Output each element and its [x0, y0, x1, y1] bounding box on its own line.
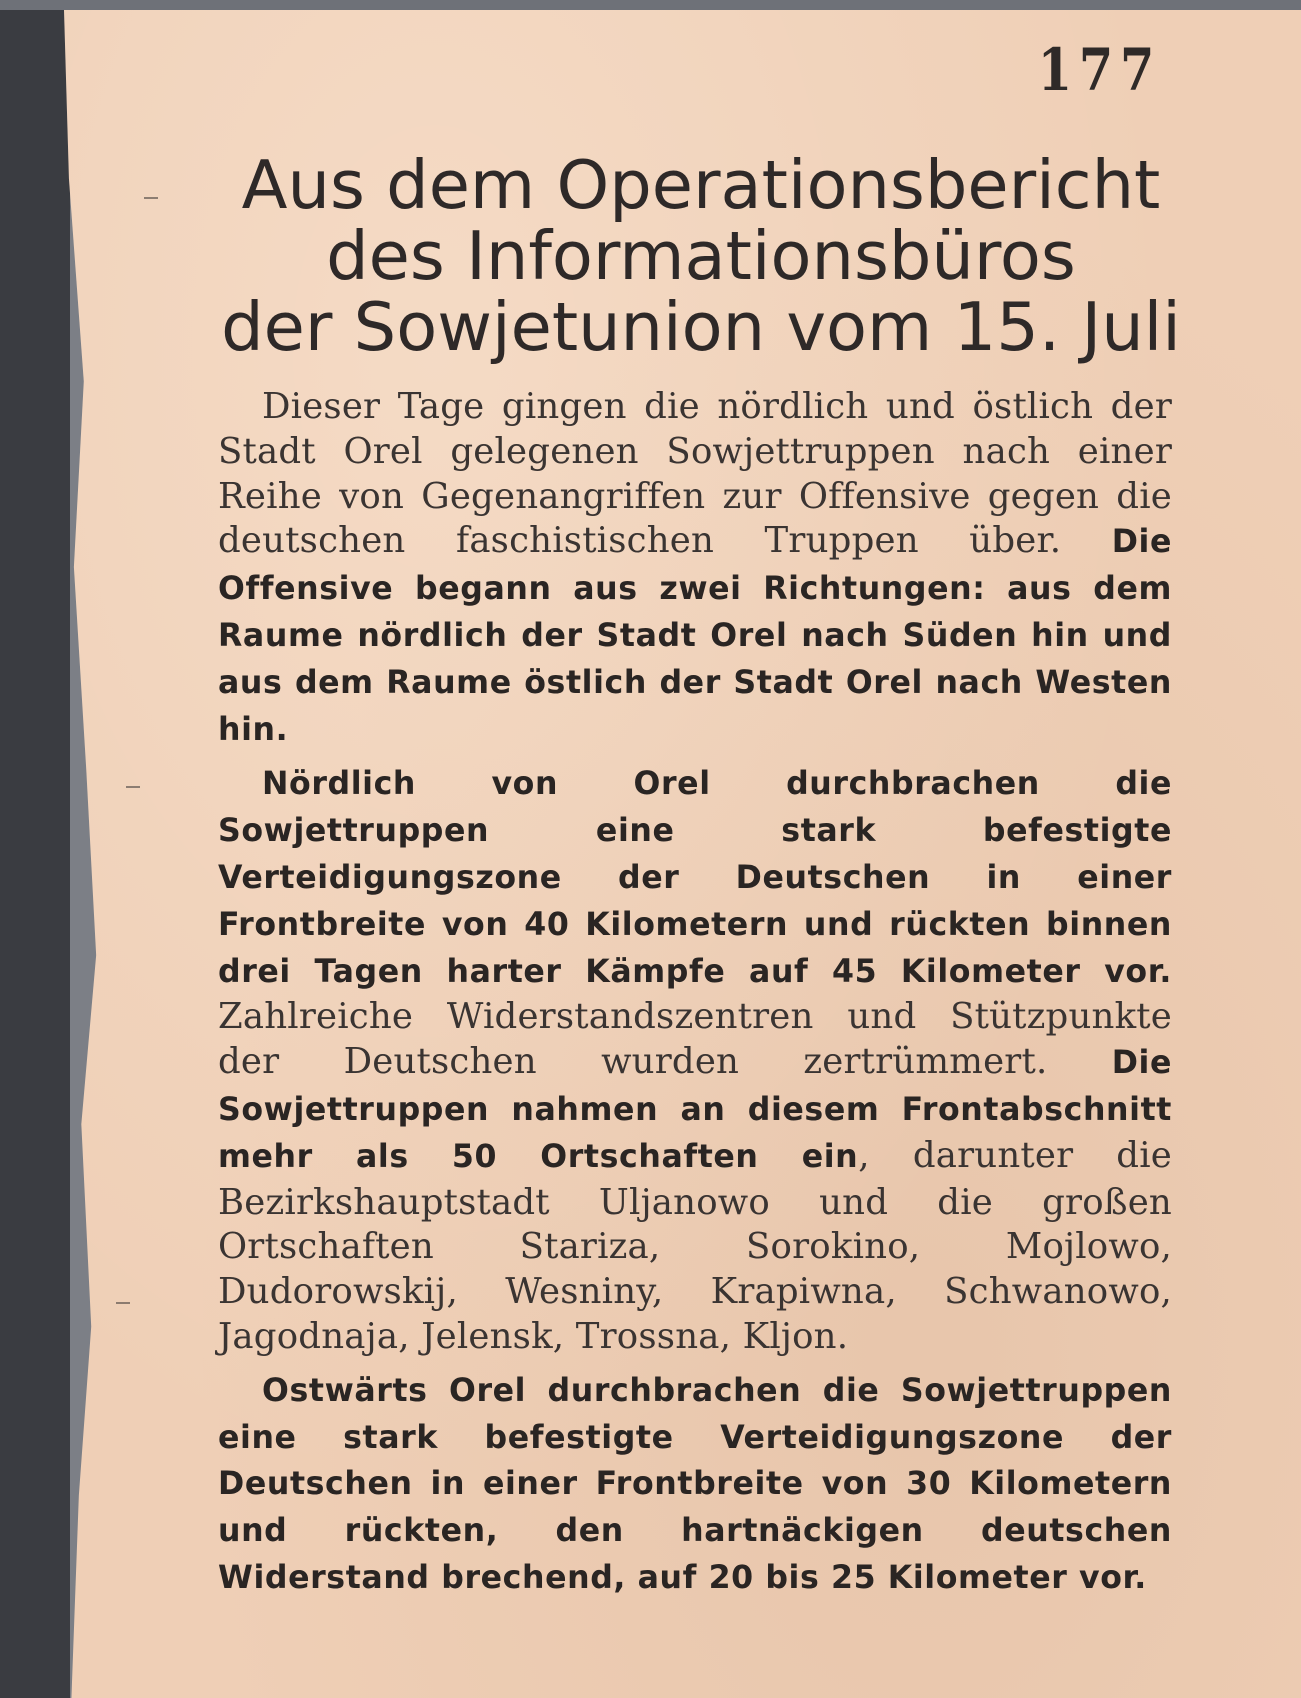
text-run: Ostwärts Orel durchbrachen die Sowjettruppen eine stark befestigte Verteidigungszone der Deutschen in einer Frontbreite von 30 Kilometern und rückten, den hartnäckigen deutschen Widerstand brechend, auf 20 bis 25 Kilometer vor. [218, 1372, 1172, 1596]
article-body [218, 384, 1172, 1609]
backdrop-left [0, 0, 70, 1698]
text-run: Nördlich von Orel durchbrachen die Sowjettruppen eine stark befestigte Verteidigungszone der Deutschen in einer Frontbreite von 40 Kilometern und rückten binnen drei Tagen harter Kämpfe auf 45 Kilometer vor. [218, 766, 1172, 990]
backdrop-top [0, 0, 1301, 10]
paragraph-3 [218, 1367, 1172, 1601]
text-run: Zahlreiche Widerstandszentren und Stützpunkte der Deutschen wurden zertrümmert. [218, 996, 1172, 1083]
title-line: der Sowjetunion vom 15. Juli [221, 288, 1181, 366]
text-run: Die Offensive begann aus zwei Richtungen: aus dem Raume nördlich der Stadt Orel nach Süden hin und aus dem Raume östlich der Stadt Orel nach Westen hin. [218, 524, 1172, 748]
text-run: , darunter die Bezirkshauptstadt Uljanowo und die großen Ortschaften Stariza, Sorokino, Mojlowo, Dudorowskij, Wesniny, Krapiwna, Schwanowo, Jagodnaja, Jelensk, Trossna, Kljon. [218, 1134, 1172, 1357]
paper-mark [144, 197, 158, 199]
paper-mark [116, 1302, 130, 1304]
paragraph-2 [218, 760, 1172, 1358]
page-number: 177 [1037, 36, 1161, 104]
paper-mark [126, 786, 140, 788]
paragraph-1 [218, 384, 1172, 752]
text-run: Die Sowjettruppen nahmen an diesem Frontabschnitt mehr als 50 Ortschaften ein [218, 1045, 1172, 1175]
title-line: des Informationsbüros [326, 217, 1076, 295]
text-run: Dieser Tage gingen die nördlich und östlich der Stadt Orel gelegenen Sowjettruppen nach einer Reihe von Gegenangriffen zur Offensive gegen die deutschen faschistischen Truppen über. [218, 386, 1172, 562]
article-title [206, 146, 1196, 366]
title-line: Aus dem Operationsbericht [241, 146, 1161, 224]
